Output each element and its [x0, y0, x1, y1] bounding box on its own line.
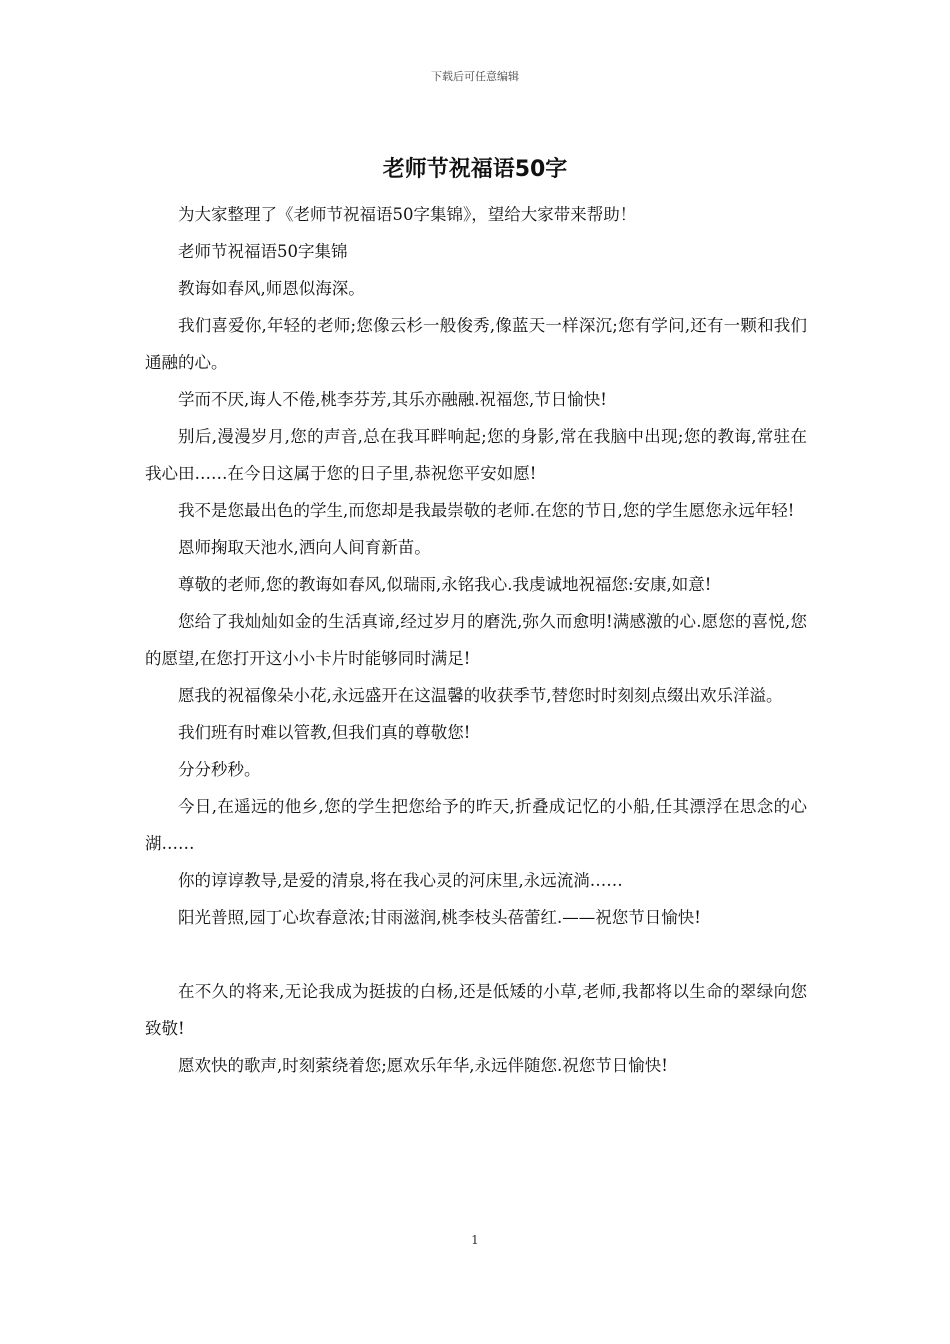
paragraph: 愿我的祝福像朵小花,永远盛开在这温馨的收获季节,替您时时刻刻点缀出欢乐洋溢。	[178, 686, 783, 705]
paragraph-intro: 为大家整理了《老师节祝福语50字集锦》，望给大家带来帮助！	[178, 205, 637, 224]
paragraph: 尊敬的老师,您的教诲如春风,似瑞雨,永铭我心.我虔诚地祝福您:安康,如意!	[178, 575, 712, 594]
paragraph: 愿欢快的歌声,时刻萦绕着您;愿欢乐年华,永远伴随您.祝您节日愉快!	[178, 1056, 668, 1075]
paragraph: 分分秒秒。	[178, 760, 261, 779]
paragraph: 您给了我灿灿如金的生活真谛,经过岁月的磨洗,弥久而愈明!满感激的心.愿您的喜悦,您的愿望,在您打开这小小卡片时能够同时满足!	[145, 612, 807, 668]
paragraph: 我不是您最出色的学生,而您却是我最崇敬的老师.在您的节日,您的学生愿您永远年轻!	[178, 501, 795, 520]
paragraph: 你的谆谆教导,是爱的清泉,将在我心灵的河床里,永远流淌……	[178, 871, 623, 890]
paragraph: 今日,在遥远的他乡,您的学生把您给予的昨天,折叠成记忆的小船,任其漂浮在思念的心湖……	[145, 797, 807, 853]
paragraph: 阳光普照,园丁心坎春意浓;甘雨滋润,桃李枝头蓓蕾红.——祝您节日愉快!	[178, 908, 701, 927]
paragraph: 别后,漫漫岁月,您的声音,总在我耳畔响起;您的身影,常在我脑中出现;您的教诲,常驻在我心田……在今日这属于您的日子里,恭祝您平安如愿!	[145, 427, 807, 483]
paragraph: 我们班有时难以管教,但我们真的尊敬您!	[178, 723, 471, 742]
blank-line	[145, 936, 807, 973]
paragraph: 在不久的将来,无论我成为挺拔的白杨,还是低矮的小草,老师,我都将以生命的翠绿向您致敬!	[145, 982, 807, 1038]
paragraph: 学而不厌,诲人不倦,桃李芬芳,其乐亦融融.祝福您,节日愉快!	[178, 390, 607, 409]
paragraph: 我们喜爱你,年轻的老师;您像云杉一般俊秀,像蓝天一样深沉;您有学问,还有一颗和我们通融的心。	[145, 316, 807, 372]
document-body	[145, 196, 807, 1084]
page-header: 下载后可任意编辑	[431, 70, 519, 83]
document-title: 老师节祝福语50字	[382, 157, 568, 182]
page-number: 1	[471, 1233, 479, 1247]
paragraph-subtitle: 老师节祝福语50字集锦	[178, 242, 348, 261]
paragraph: 教诲如春风,师恩似海深。	[178, 279, 365, 298]
paragraph: 恩师掬取天池水,洒向人间育新苗。	[178, 538, 431, 557]
